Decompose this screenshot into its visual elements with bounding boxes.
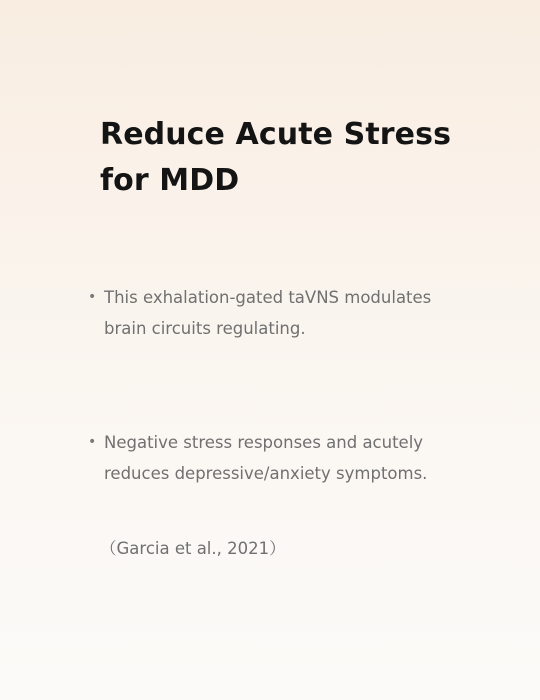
slide-title-line-2: for MDD: [100, 163, 240, 198]
bullet-text-line-1: Negative stress responses and acutely: [104, 433, 424, 452]
citation: （Garcia et al., 2021）: [100, 539, 286, 558]
bullet-text: [104, 282, 431, 344]
bullet-marker: •: [88, 434, 97, 450]
bullet-item-1: [88, 282, 468, 344]
bullet-text-line-2: reduces depressive/anxiety symptoms.: [104, 464, 428, 483]
bullet-item-2: [88, 427, 468, 489]
bullet-marker: •: [88, 289, 97, 305]
bullet-text-line-2: brain circuits regulating.: [104, 319, 306, 338]
slide-title: [100, 112, 500, 204]
slide-title-line-1: Reduce Acute Stress: [100, 117, 452, 152]
bullet-text: [104, 427, 427, 489]
bullet-text-line-1: This exhalation-gated taVNS modulates: [104, 288, 432, 307]
